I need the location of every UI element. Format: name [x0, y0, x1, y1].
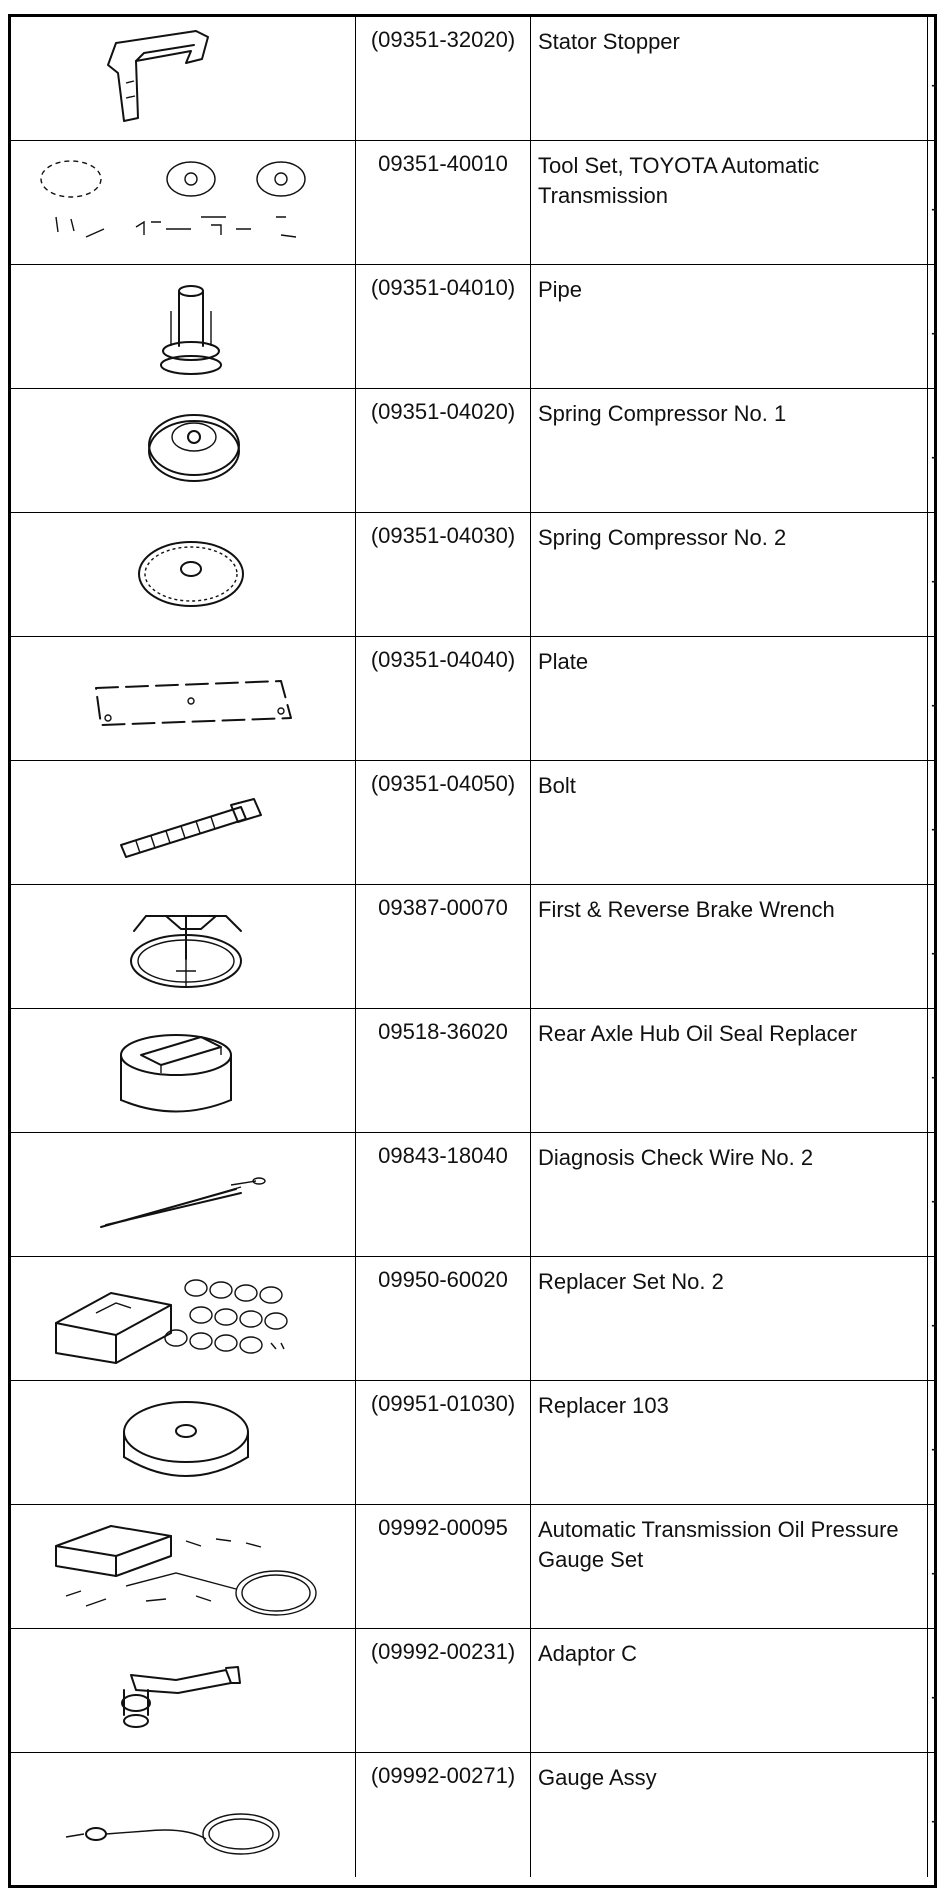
part-number-cell: [356, 1257, 531, 1380]
tool-image-cell: [11, 1505, 356, 1628]
dash-mark: -: [931, 1438, 938, 1460]
part-number: 09950-60020: [378, 1267, 508, 1292]
part-number-cell: [356, 885, 531, 1008]
extra-cell: [928, 1009, 938, 1132]
part-number-cell: [356, 265, 531, 388]
part-number: (09992-00271): [370, 1763, 516, 1788]
tool-name: Adaptor C: [538, 1641, 638, 1666]
spring-compressor-illustration: [26, 519, 341, 631]
tool-name-cell: [531, 1257, 928, 1380]
table-row: [11, 1505, 938, 1629]
replacer-disc-illustration: [26, 1387, 341, 1499]
part-number-cell: [356, 389, 531, 512]
tool-name: Rear Axle Hub Oil Seal Replacer: [538, 1021, 858, 1046]
extra-cell: [928, 1505, 938, 1628]
tool-name-cell: [531, 885, 928, 1008]
gauge-assy-illustration: [26, 1759, 341, 1871]
tool-image-cell: [11, 761, 356, 884]
extra-cell: [928, 1133, 938, 1256]
part-number: (09351-04050): [370, 771, 516, 796]
tool-name: Replacer 103: [538, 1393, 669, 1418]
spring-compressor-illustration: [26, 395, 341, 507]
tool-name-cell: [531, 1133, 928, 1256]
tool-name-cell: [531, 141, 928, 264]
tool-image-cell: [11, 17, 356, 140]
table-row: [11, 1381, 938, 1505]
tool-name-cell: [531, 1505, 928, 1628]
tool-name-cell: [531, 1753, 928, 1877]
part-number-cell: [356, 513, 531, 636]
extra-cell: [928, 141, 938, 264]
table-row: [11, 17, 938, 141]
part-number: (09351-04030): [370, 523, 516, 548]
dash-mark: -: [931, 694, 938, 716]
extra-cell: [928, 1257, 938, 1380]
dash-mark: -: [931, 74, 938, 96]
replacer-set-illustration: [26, 1263, 341, 1375]
part-number-cell: [356, 141, 531, 264]
pipe-illustration: [26, 271, 341, 383]
part-number-cell: [356, 1753, 531, 1877]
tool-image-cell: [11, 1381, 356, 1504]
tool-image-cell: [11, 1133, 356, 1256]
tool-name-cell: [531, 513, 928, 636]
part-number-cell: [356, 17, 531, 140]
tool-name: Plate: [538, 649, 589, 674]
tool-image-cell: [11, 1257, 356, 1380]
tool-name: Replacer Set No. 2: [538, 1269, 724, 1294]
part-number: (09351-04020): [370, 399, 516, 424]
part-number-cell: [356, 761, 531, 884]
tool-name-cell: [531, 1381, 928, 1504]
table-row: [11, 513, 938, 637]
table-row: [11, 1009, 938, 1133]
extra-cell: [928, 761, 938, 884]
part-number: (09992-00231): [370, 1639, 516, 1664]
dash-mark: -: [931, 942, 938, 964]
part-number-cell: [356, 1505, 531, 1628]
dash-mark: -: [931, 198, 938, 220]
table-row: [11, 265, 938, 389]
tool-image-cell: [11, 1753, 356, 1877]
table-row: [11, 637, 938, 761]
tool-name-cell: [531, 761, 928, 884]
tool-image-cell: [11, 265, 356, 388]
table-row: [11, 885, 938, 1009]
table-row: [11, 1257, 938, 1381]
tool-name: Bolt: [538, 773, 576, 798]
extra-cell: [928, 637, 938, 760]
oil-seal-replacer-illustration: [26, 1015, 341, 1127]
part-number: 09387-00070: [378, 895, 508, 920]
extra-cell: [928, 1629, 938, 1752]
tool-name: Stator Stopper: [538, 29, 680, 54]
tool-name-cell: [531, 17, 928, 140]
dash-mark: -: [931, 1190, 938, 1212]
table-row: [11, 1133, 938, 1257]
tool-name-cell: [531, 389, 928, 512]
part-number: (09351-04040): [370, 647, 516, 672]
tool-name: Diagnosis Check Wire No. 2: [538, 1145, 814, 1170]
table-row: [11, 1629, 938, 1753]
dash-mark: -: [931, 322, 938, 344]
extra-cell: [928, 389, 938, 512]
table-row: [11, 141, 938, 265]
table-row: [11, 1753, 938, 1877]
tool-image-cell: [11, 513, 356, 636]
gauge-set-illustration: [26, 1511, 341, 1623]
dash-mark: -: [931, 1314, 938, 1336]
table-row: [11, 761, 938, 885]
part-number-cell: [356, 1009, 531, 1132]
part-number: 09843-18040: [378, 1143, 508, 1168]
tool-image-cell: [11, 1009, 356, 1132]
part-number: (09351-32020): [370, 27, 516, 52]
stator-stopper-illustration: [26, 23, 341, 135]
part-number-cell: [356, 637, 531, 760]
brake-wrench-illustration: [26, 891, 341, 1003]
extra-cell: [928, 1381, 938, 1504]
tool-name: Automatic Transmission Oil Pressure Gauge Set: [538, 1517, 899, 1572]
tool-image-cell: [11, 389, 356, 512]
part-number: 09992-00095: [378, 1515, 508, 1540]
tool-name-cell: [531, 1629, 928, 1752]
tool-name: Spring Compressor No. 1: [538, 401, 787, 426]
part-number: (09951-01030): [370, 1391, 516, 1416]
dash-mark: -: [931, 1066, 938, 1088]
tool-name: Spring Compressor No. 2: [538, 525, 787, 550]
dash-mark: -: [931, 1562, 938, 1584]
bolt-illustration: [26, 767, 341, 879]
tool-image-cell: [11, 637, 356, 760]
dash-mark: -: [931, 570, 938, 592]
part-number-cell: [356, 1133, 531, 1256]
tool-name: Pipe: [538, 277, 583, 302]
extra-cell: [928, 265, 938, 388]
tool-image-cell: [11, 885, 356, 1008]
part-number-cell: [356, 1629, 531, 1752]
special-tools-table: [8, 14, 937, 1888]
part-number: (09351-04010): [370, 275, 516, 300]
extra-cell: [928, 1753, 938, 1877]
dash-mark: -: [931, 446, 938, 468]
extra-cell: [928, 17, 938, 140]
extra-cell: [928, 885, 938, 1008]
part-number-cell: [356, 1381, 531, 1504]
dash-mark: -: [931, 818, 938, 840]
tool-image-cell: [11, 141, 356, 264]
tool-name-cell: [531, 1009, 928, 1132]
plate-illustration: [26, 643, 341, 755]
tool-name: First & Reverse Brake Wrench: [538, 897, 835, 922]
adaptor-illustration: [26, 1635, 341, 1747]
extra-cell: [928, 513, 938, 636]
part-number: 09351-40010: [378, 151, 508, 176]
tool-name-cell: [531, 637, 928, 760]
dash-mark: -: [931, 1810, 938, 1832]
part-number: 09518-36020: [378, 1019, 508, 1044]
dash-mark: -: [931, 1686, 938, 1708]
table-row: [11, 389, 938, 513]
tool-name: Tool Set, TOYOTA Automatic Transmission: [538, 153, 820, 208]
tool-set-illustration: [26, 147, 341, 259]
tool-image-cell: [11, 1629, 356, 1752]
tool-name: Gauge Assy: [538, 1765, 657, 1790]
tool-name-cell: [531, 265, 928, 388]
check-wire-illustration: [26, 1139, 341, 1251]
